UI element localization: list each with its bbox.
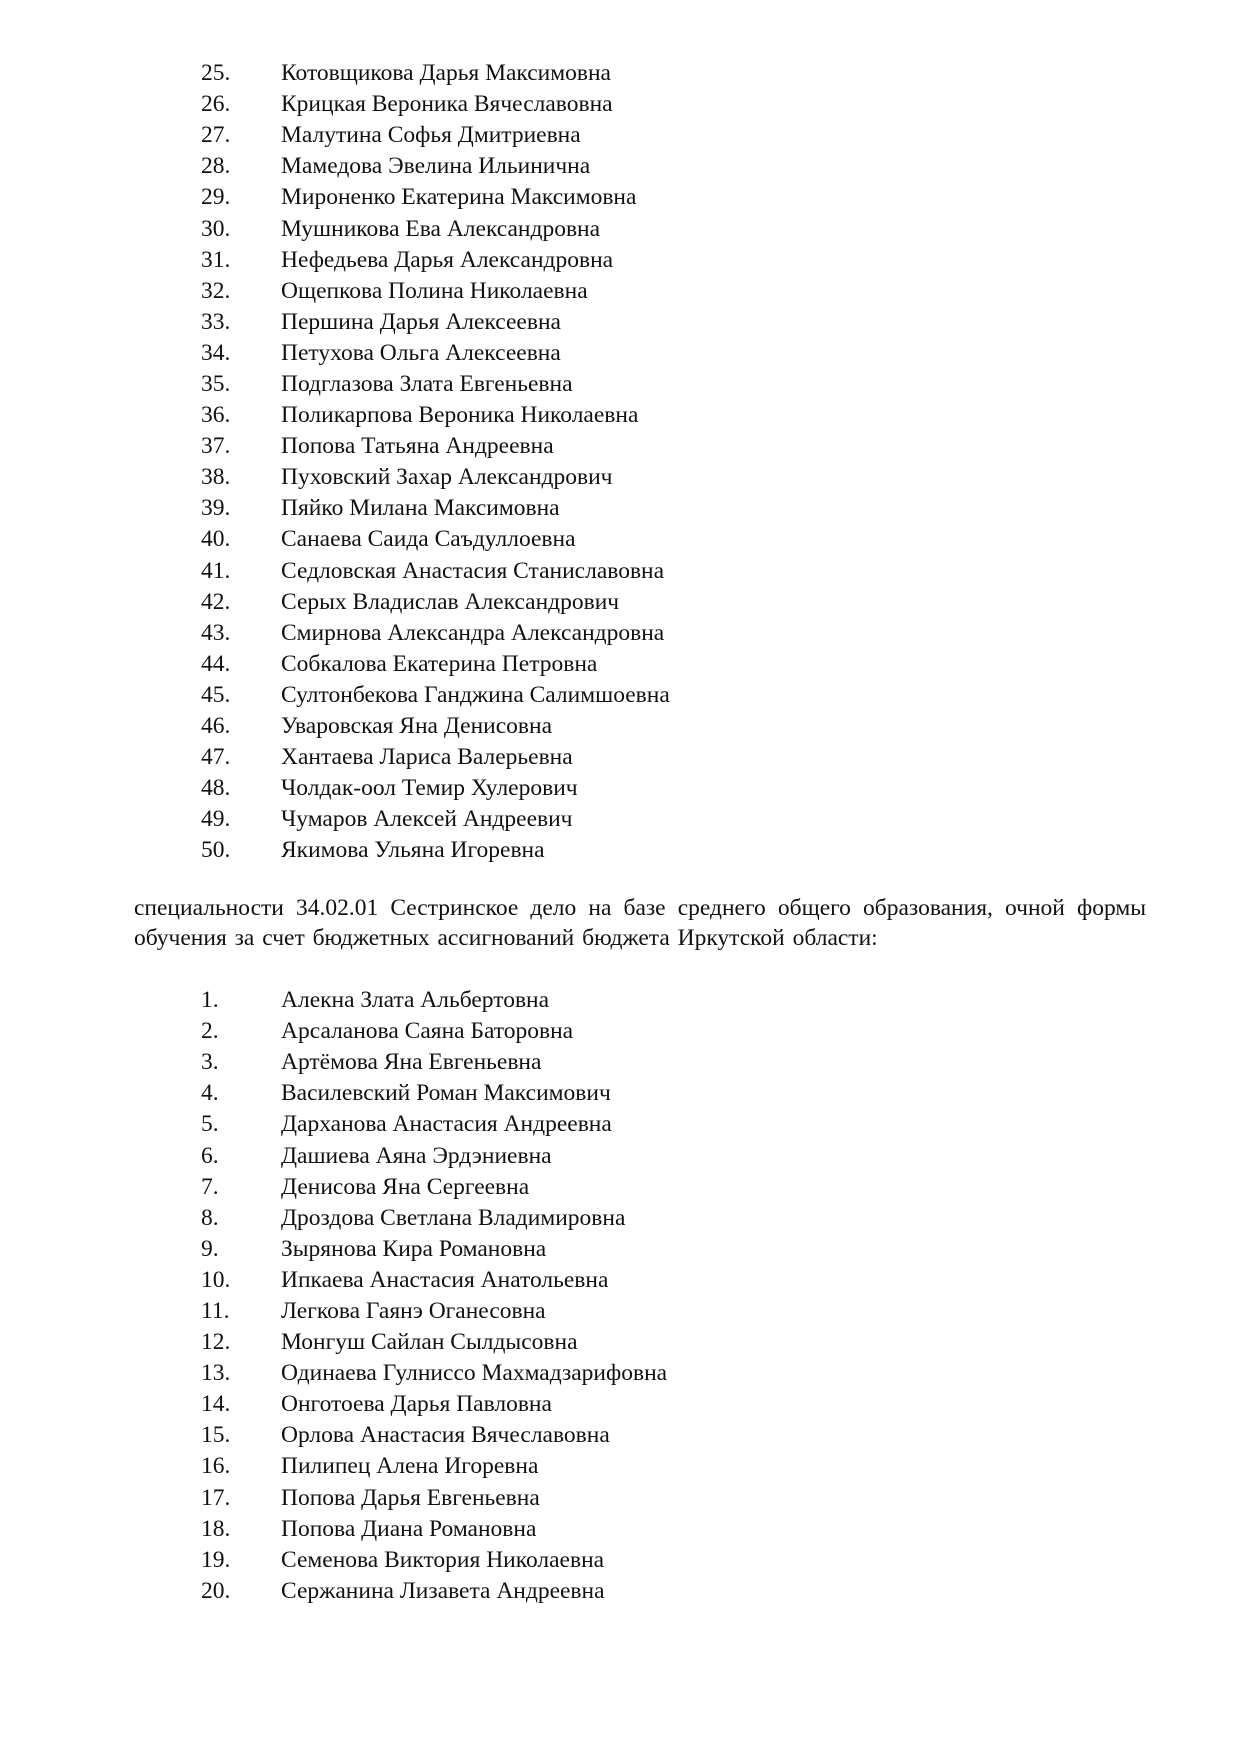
list-item-name: Пуховский Захар Александрович: [281, 464, 613, 491]
list-item-name: Попова Диана Романовна: [281, 1515, 537, 1542]
list-item: [0, 618, 1241, 649]
list-item-number: 20.: [201, 1577, 231, 1604]
list-item: [0, 524, 1241, 555]
list-item-number: 15.: [201, 1422, 231, 1449]
list-item-number: 40.: [201, 526, 231, 553]
list-item-name: Поликарпова Вероника Николаевна: [281, 402, 639, 429]
list-item: [0, 1140, 1241, 1171]
list-item-name: Дарханова Анастасия Андреевна: [281, 1111, 612, 1138]
list-item-name: Арсаланова Саяна Баторовна: [281, 1018, 574, 1045]
list-item-number: 11.: [201, 1297, 230, 1324]
list-item-name: Подглазова Злата Евгеньевна: [281, 370, 573, 397]
list-item: [0, 1203, 1241, 1234]
list-item-name: Дашиева Аяна Эрдэниевна: [281, 1142, 552, 1169]
list-item: [0, 462, 1241, 493]
list-item: [0, 58, 1241, 89]
list-item-number: 29.: [201, 184, 231, 211]
list-item: [0, 556, 1241, 587]
list-item-number: 37.: [201, 433, 231, 460]
list-item: [0, 1389, 1241, 1420]
list-item-name: Семенова Виктория Николаевна: [281, 1546, 605, 1573]
list-item-number: 16.: [201, 1453, 231, 1480]
list-item: [0, 213, 1241, 244]
list-item-number: 42.: [201, 588, 231, 615]
list-item-name: Пилипец Алена Игоревна: [281, 1453, 539, 1480]
list-item: [0, 182, 1241, 213]
list-item: [0, 773, 1241, 804]
list-item-number: 32.: [201, 277, 231, 304]
list-item-number: 31.: [201, 246, 231, 273]
list-item-name: Мироненко Екатерина Максимовна: [281, 184, 637, 211]
list-item-number: 41.: [201, 557, 231, 584]
list-item: [0, 1265, 1241, 1296]
list-item-number: 30.: [201, 215, 231, 242]
list-item: [0, 1327, 1241, 1358]
list-item-name: Малутина Софья Дмитриевна: [281, 122, 581, 149]
list-item-number: 25.: [201, 60, 231, 87]
list-item-name: Дроздова Светлана Владимировна: [281, 1204, 626, 1231]
list-item-number: 27.: [201, 122, 231, 149]
list-item-number: 19.: [201, 1546, 231, 1573]
list-item: [0, 1296, 1241, 1327]
list-item-number: 6.: [201, 1142, 219, 1169]
list-item-name: Ощепкова Полина Николаевна: [281, 277, 588, 304]
list-item: [0, 1109, 1241, 1140]
list-item: [0, 1545, 1241, 1576]
list-item-name: Денисова Яна Сергеевна: [281, 1173, 530, 1200]
list-item-number: 3.: [201, 1049, 219, 1076]
list-item-name: Чолдак-оол Темир Хулерович: [281, 775, 578, 802]
list-item: [0, 985, 1241, 1016]
list-item: [0, 1078, 1241, 1109]
list-item-number: 1.: [201, 987, 219, 1014]
list-item-number: 44.: [201, 650, 231, 677]
list-item: [0, 1514, 1241, 1545]
list-item: [0, 151, 1241, 182]
list-item: [0, 1483, 1241, 1514]
list-item-number: 50.: [201, 837, 231, 864]
list-item: [0, 1451, 1241, 1482]
list-item-name: Пяйко Милана Максимовна: [281, 495, 560, 522]
list-item: [0, 89, 1241, 120]
list-item-name: Сержанина Лизавета Андреевна: [281, 1577, 605, 1604]
list-item: [0, 1420, 1241, 1451]
list-item-number: 45.: [201, 681, 231, 708]
list-item-number: 47.: [201, 744, 231, 771]
list-item: [0, 711, 1241, 742]
list-item-name: Попова Дарья Евгеньевна: [281, 1484, 540, 1511]
list-item: [0, 369, 1241, 400]
list-item-name: Седловская Анастасия Станиславовна: [281, 557, 665, 584]
list-item-name: Уваровская Яна Денисовна: [281, 713, 553, 740]
list-item: [0, 587, 1241, 618]
list-item-number: 17.: [201, 1484, 231, 1511]
list-item-name: Султонбекова Ганджина Салимшоевна: [281, 681, 670, 708]
list-item-name: Зырянова Кира Романовна: [281, 1235, 547, 1262]
list-item-number: 12.: [201, 1329, 231, 1356]
list-item-number: 34.: [201, 339, 231, 366]
student-list-nursing: [0, 985, 1241, 1607]
list-item-name: Петухова Ольга Алексеевна: [281, 339, 561, 366]
list-item-name: Мушникова Ева Александровна: [281, 215, 601, 242]
list-item-name: Ипкаева Анастасия Анатольевна: [281, 1266, 609, 1293]
specialty-paragraph: специальности 34.02.01 Сестринское дело на базе среднего общего образования, очной формы обучения за счет бюджетных ассигнований бюджета Иркутской области:: [134, 895, 1146, 951]
list-item: [0, 1016, 1241, 1047]
list-item: [0, 1234, 1241, 1265]
list-item-name: Монгуш Сайлан Сылдысовна: [281, 1329, 578, 1356]
list-item: [0, 493, 1241, 524]
list-item-number: 46.: [201, 713, 231, 740]
list-item: [0, 400, 1241, 431]
list-item-number: 43.: [201, 619, 231, 646]
list-item-name: Собкалова Екатерина Петровна: [281, 650, 598, 677]
list-item-number: 10.: [201, 1266, 231, 1293]
list-item-number: 49.: [201, 806, 231, 833]
list-item-name: Нефедьева Дарья Александровна: [281, 246, 614, 273]
list-item-number: 39.: [201, 495, 231, 522]
list-item-name: Василевский Роман Максимович: [281, 1080, 611, 1107]
list-item: [0, 1358, 1241, 1389]
list-item-number: 36.: [201, 402, 231, 429]
list-item-number: 2.: [201, 1018, 219, 1045]
list-item-name: Серых Владислав Александрович: [281, 588, 620, 615]
list-item-name: Орлова Анастасия Вячеславовна: [281, 1422, 610, 1449]
list-item-number: 5.: [201, 1111, 219, 1138]
list-item: [0, 804, 1241, 835]
list-item-number: 4.: [201, 1080, 219, 1107]
list-item: [0, 338, 1241, 369]
list-item: [0, 742, 1241, 773]
list-item-name: Санаева Саида Саъдуллоевна: [281, 526, 576, 553]
list-item-number: 33.: [201, 308, 231, 335]
list-item-name: Смирнова Александра Александровна: [281, 619, 665, 646]
list-item-name: Мамедова Эвелина Ильинична: [281, 153, 591, 180]
list-item-name: Артёмова Яна Евгеньевна: [281, 1049, 542, 1076]
list-item: [0, 120, 1241, 151]
list-item: [0, 835, 1241, 866]
list-item: [0, 649, 1241, 680]
list-item-number: 9.: [201, 1235, 219, 1262]
list-item-number: 35.: [201, 370, 231, 397]
list-item-number: 28.: [201, 153, 231, 180]
list-item-name: Першина Дарья Алексеевна: [281, 308, 561, 335]
list-item-name: Котовщикова Дарья Максимовна: [281, 60, 611, 87]
list-item: [0, 307, 1241, 338]
list-item-name: Якимова Ульяна Игоревна: [281, 837, 545, 864]
list-item-number: 7.: [201, 1173, 219, 1200]
list-item-number: 38.: [201, 464, 231, 491]
list-item-name: Легкова Гаянэ Оганесовна: [281, 1297, 546, 1324]
list-item-number: 18.: [201, 1515, 231, 1542]
list-item-name: Алекна Злата Альбертовна: [281, 987, 550, 1014]
list-item: [0, 245, 1241, 276]
list-item-number: 14.: [201, 1391, 231, 1418]
student-list-continued: [0, 58, 1241, 866]
list-item-name: Чумаров Алексей Андреевич: [281, 806, 573, 833]
list-item-name: Крицкая Вероника Вячеславовна: [281, 91, 613, 118]
list-item-name: Хантаева Лариса Валерьевна: [281, 744, 573, 771]
list-item-number: 8.: [201, 1204, 219, 1231]
list-item: [0, 1172, 1241, 1203]
list-item-number: 13.: [201, 1360, 231, 1387]
list-item: [0, 276, 1241, 307]
list-item-number: 26.: [201, 91, 231, 118]
list-item: [0, 1576, 1241, 1607]
list-item: [0, 680, 1241, 711]
list-item: [0, 431, 1241, 462]
list-item-name: Попова Татьяна Андреевна: [281, 433, 554, 460]
list-item: [0, 1047, 1241, 1078]
list-item-name: Одинаева Гулниссо Махмадзарифовна: [281, 1360, 668, 1387]
list-item-name: Онготоева Дарья Павловна: [281, 1391, 552, 1418]
list-item-number: 48.: [201, 775, 231, 802]
